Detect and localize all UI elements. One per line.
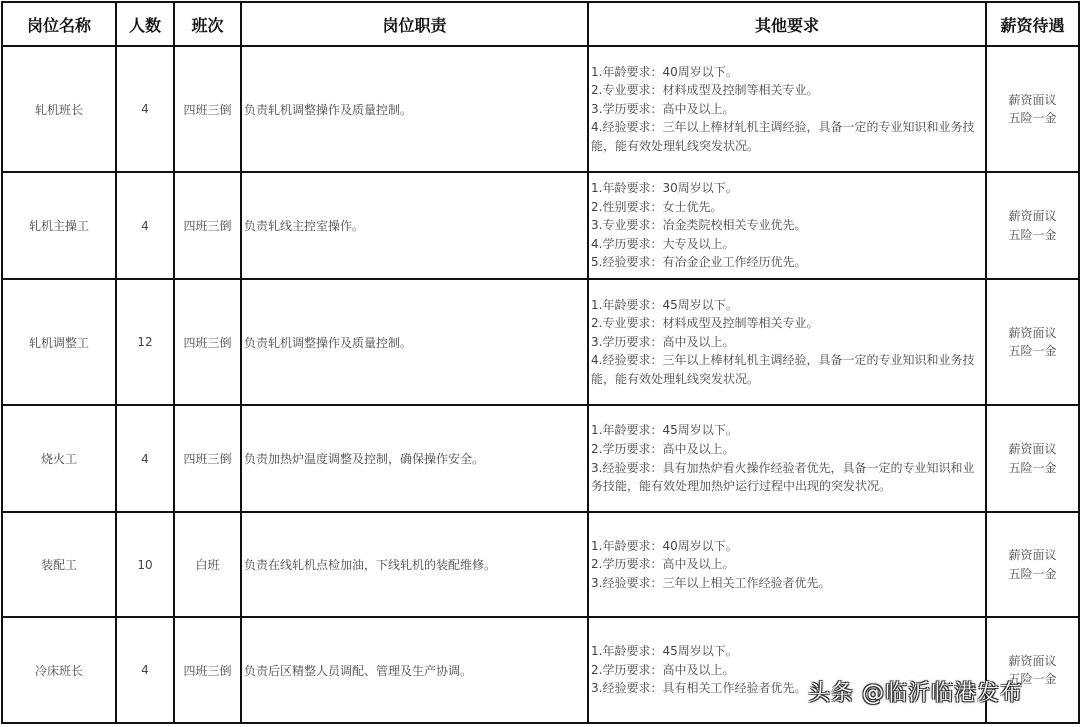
header-position: 岗位名称 [2, 2, 116, 46]
watermark: 头条 @临沂临港发布 [808, 681, 1023, 706]
cell-position: 装配工 [2, 512, 116, 617]
cell-shift: 四班三倒 [174, 46, 241, 172]
salary-line: 薪资面议 [1008, 548, 1057, 562]
cell-duty: 负责加热炉温度调整及控制，确保操作安全。 [241, 405, 588, 512]
requirement-item: 3.专业要求：冶金类院校相关专业优先。 [591, 218, 807, 233]
requirement-item: 1.年龄要求：45周岁以下。 [591, 644, 738, 659]
requirement-item: 3.经验要求：具有加热炉看火操作经验者优先，具备一定的专业知识和业务技能，能有效处理加热炉运行过程中出现的突发状况。 [591, 460, 975, 494]
cell-count: 4 [116, 617, 174, 723]
requirement-item: 3.经验要求：三年以上相关工作经验者优先。 [591, 575, 831, 590]
requirement-item: 1.年龄要求：45周岁以下。 [591, 423, 738, 438]
cell-requirements [588, 279, 986, 405]
requirement-item: 2.学历要求：高中及以上。 [591, 662, 735, 677]
cell-requirements [588, 405, 986, 512]
salary-line: 五险一金 [1008, 111, 1057, 125]
requirement-item: 4.经验要求：三年以上棒材轧机主调经验，具备一定的专业知识和业务技能，能有效处理轧线突发状况。 [591, 353, 975, 386]
cell-count: 10 [116, 512, 174, 617]
cell-requirements [588, 46, 986, 172]
table-row [2, 512, 1079, 617]
requirement-item: 1.年龄要求：40周岁以下。 [591, 64, 738, 79]
cell-shift: 四班三倒 [174, 617, 241, 723]
salary-line: 五险一金 [1008, 227, 1057, 242]
cell-requirements [588, 172, 986, 279]
cell-salary [986, 172, 1079, 279]
cell-duty: 负责后区精整人员调配、管理及生产协调。 [241, 617, 588, 723]
header-requirements: 其他要求 [588, 2, 986, 46]
cell-duty: 负责轧机调整操作及质量控制。 [241, 46, 588, 172]
cell-salary [986, 279, 1079, 405]
header-shift: 班次 [174, 2, 241, 46]
salary-line: 薪资面议 [1008, 653, 1057, 668]
cell-count: 12 [116, 279, 174, 405]
cell-count: 4 [116, 46, 174, 172]
job-table [1, 1, 1080, 724]
cell-shift: 四班三倒 [174, 279, 241, 405]
table-row [2, 405, 1079, 512]
requirement-item: 4.经验要求：三年以上棒材轧机主调经验，具备一定的专业知识和业务技能，能有效处理轧线突发状况。 [591, 120, 975, 153]
requirement-item: 2.专业要求：材料成型及控制等相关专业。 [591, 316, 819, 331]
cell-position: 轧机班长 [2, 46, 116, 172]
header-count: 人数 [116, 2, 174, 46]
requirement-item: 1.年龄要求：45周岁以下。 [591, 297, 738, 312]
cell-duty: 负责轧线主控室操作。 [241, 172, 588, 279]
cell-salary [986, 512, 1079, 617]
requirement-item: 3.经验要求：具有相关工作经验者优先。 [591, 681, 807, 696]
requirement-item: 3.学历要求：高中及以上。 [591, 334, 735, 349]
requirement-item: 2.学历要求：高中及以上。 [591, 441, 735, 456]
requirement-item: 1.年龄要求：40周岁以下。 [591, 538, 738, 553]
cell-position: 冷床班长 [2, 617, 116, 723]
salary-line: 薪资面议 [1008, 442, 1057, 456]
requirement-item: 1.年龄要求：30周岁以下。 [591, 181, 738, 196]
cell-requirements [588, 512, 986, 617]
cell-salary [986, 405, 1079, 512]
cell-position: 烧火工 [2, 405, 116, 512]
cell-shift: 白班 [174, 512, 241, 617]
table-row [2, 617, 1079, 723]
salary-line: 五险一金 [1008, 460, 1057, 475]
salary-line: 薪资面议 [1008, 209, 1057, 223]
table-row [2, 172, 1079, 279]
header-duty: 岗位职责 [241, 2, 588, 46]
cell-shift: 四班三倒 [174, 405, 241, 512]
cell-position: 轧机调整工 [2, 279, 116, 405]
salary-line: 五险一金 [1008, 344, 1057, 358]
cell-duty: 负责在线轧机点检加油，下线轧机的装配维修。 [241, 512, 588, 617]
cell-requirements [588, 617, 986, 723]
salary-line: 五险一金 [1008, 566, 1057, 581]
cell-position: 轧机主操工 [2, 172, 116, 279]
header-salary: 薪资待遇 [986, 2, 1079, 46]
requirement-item: 2.专业要求：材料成型及控制等相关专业。 [591, 83, 819, 98]
cell-shift: 四班三倒 [174, 172, 241, 279]
table-row [2, 46, 1079, 172]
requirement-item: 2.学历要求：高中及以上。 [591, 557, 735, 572]
salary-line: 五险一金 [1008, 672, 1057, 686]
cell-count: 4 [116, 172, 174, 279]
cell-duty: 负责轧机调整操作及质量控制。 [241, 279, 588, 405]
cell-salary [986, 617, 1079, 723]
cell-count: 4 [116, 405, 174, 512]
salary-line: 薪资面议 [1008, 92, 1057, 107]
header-row [2, 2, 1079, 46]
table-row [2, 279, 1079, 405]
requirement-item: 3.学历要求：高中及以上。 [591, 101, 735, 116]
cell-salary [986, 46, 1079, 172]
salary-line: 薪资面议 [1008, 325, 1057, 340]
requirement-item: 4.学历要求：大专及以上。 [591, 236, 735, 251]
requirement-item: 5.经验要求：有冶金企业工作经历优先。 [591, 255, 807, 270]
requirement-item: 2.性别要求：女士优先。 [591, 199, 723, 214]
